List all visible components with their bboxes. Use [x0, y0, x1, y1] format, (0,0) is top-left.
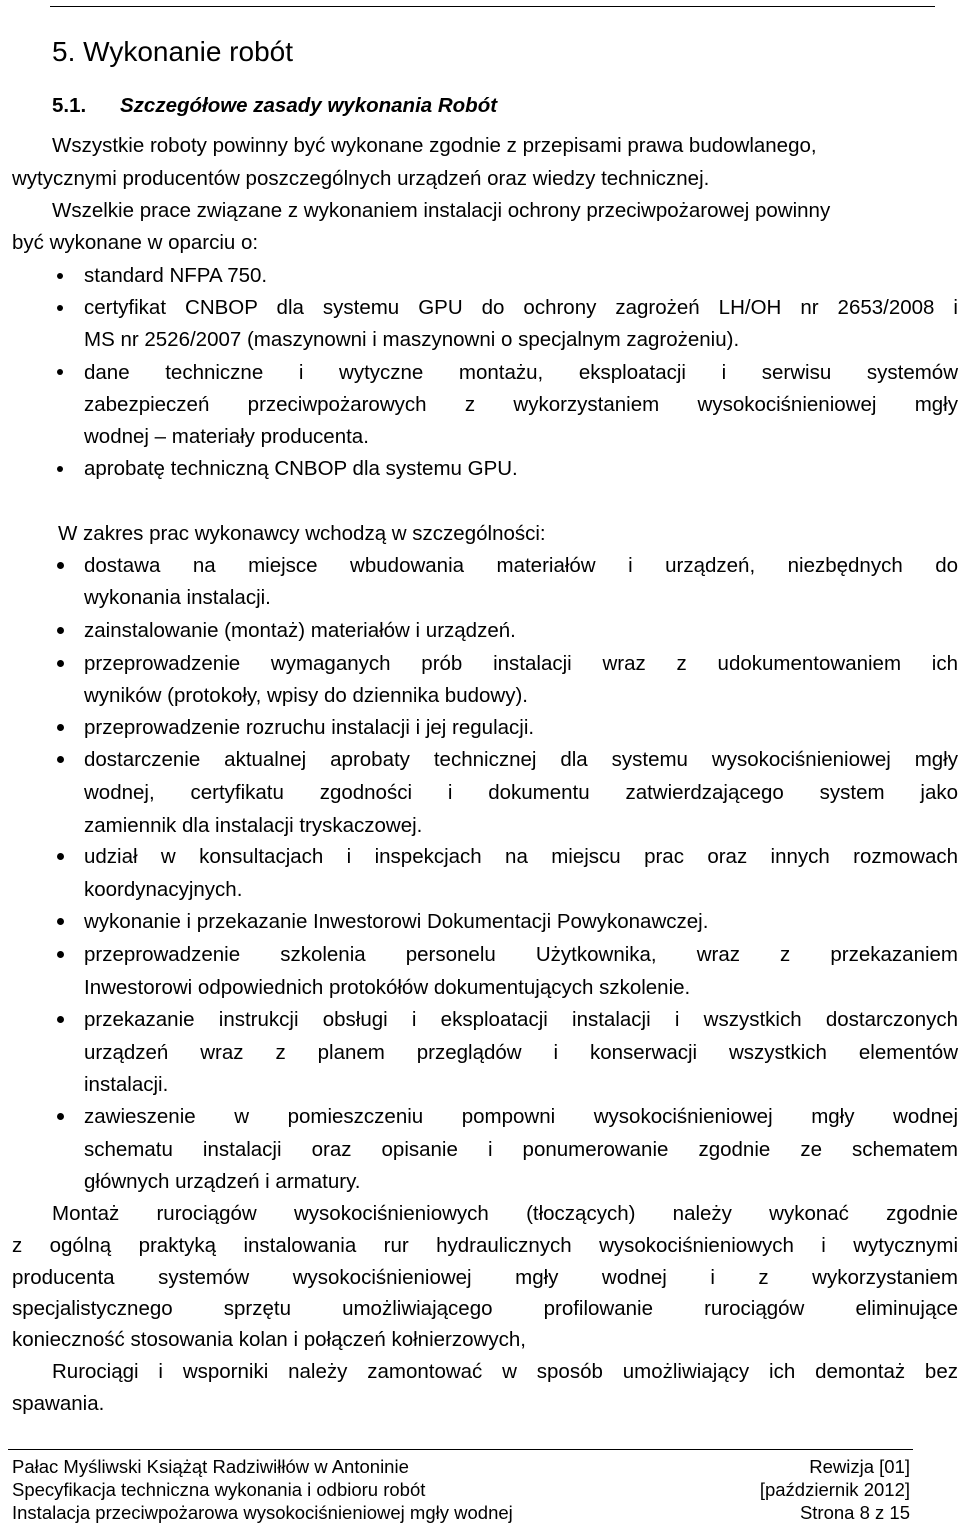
- list-item-cont: wodnej – materiały producenta.: [84, 425, 369, 448]
- paragraph-line: Rurociągi i wsporniki należy zamontować w sposób umożliwiający ich demontaż bez: [52, 1360, 958, 1383]
- list-item-cont: schematu instalacji oraz opisanie i ponumerowanie zgodnie ze schematem: [84, 1138, 958, 1161]
- intro-line: być wykonane w oparciu o:: [12, 231, 259, 254]
- list-item-cont: instalacji.: [84, 1073, 169, 1096]
- top-rule: [50, 6, 935, 7]
- footer-page-number: Strona 8 z 15: [799, 1502, 910, 1523]
- list-item: aprobatę techniczną CNBOP dla systemu GPU.: [84, 457, 518, 480]
- subsection-title: Szczegółowe zasady wykonania Robót: [120, 94, 498, 117]
- list-item-cont: głównych urządzeń i armatury.: [84, 1170, 361, 1193]
- list-item-cont: wykonania instalacji.: [84, 586, 271, 609]
- list-item: przeprowadzenie wymaganych prób instalacji wraz z udokumentowaniem ich: [84, 652, 958, 675]
- footer-installation: Instalacja przeciwpożarowa wysokociśnieniowej mgły wodnej: [12, 1502, 513, 1523]
- list-item: dostarczenie aktualnej aprobaty technicznej dla systemu wysokociśnieniowej mgły: [84, 748, 958, 771]
- paragraph-line: Montaż rurociągów wysokociśnieniowych (tłoczących) należy wykonać zgodnie: [52, 1202, 958, 1225]
- list-item: dostawa na miejsce wbudowania materiałów i urządzeń, niezbędnych do: [84, 554, 958, 577]
- list-item-cont: urządzeń wraz z planem przeglądów i konserwacji wszystkich elementów: [84, 1041, 958, 1064]
- footer-date: [październik 2012]: [759, 1479, 910, 1500]
- list-item: wykonanie i przekazanie Inwestorowi Dokumentacji Powykonawczej.: [84, 910, 709, 933]
- bullet-icon: [57, 369, 63, 375]
- footer-project: Pałac Myśliwski Książąt Radziwiłłów w Antoninie: [12, 1456, 409, 1477]
- list-item-cont: MS nr 2526/2007 (maszynowni i maszynowni o specjalnym zagrożeniu).: [84, 328, 740, 351]
- bullet-icon: [57, 466, 63, 472]
- intro-line: Wszystkie roboty powinny być wykonane zgodnie z przepisami prawa budowlanego,: [52, 134, 817, 157]
- list-item: przeprowadzenie rozruchu instalacji i jej regulacji.: [84, 716, 535, 739]
- bullet-icon: [57, 627, 64, 634]
- list-item-cont: zabezpieczeń przeciwpożarowych z wykorzystaniem wysokociśnieniowej mgły: [84, 393, 958, 416]
- list-item-cont: wodnej, certyfikatu zgodności i dokumentu zatwierdzającego system jako: [84, 781, 958, 804]
- intro-line: Wszelkie prace związane z wykonaniem instalacji ochrony przeciwpożarowej powinny: [52, 199, 831, 222]
- list-item-cont: wyników (protokoły, wpisy do dziennika budowy).: [84, 684, 528, 707]
- footer-spec: Specyfikacja techniczna wykonania i odbioru robót: [12, 1479, 426, 1500]
- list-item: przeprowadzenie szkolenia personelu Użytkownika, wraz z przekazaniem: [84, 943, 958, 966]
- section-heading: 5. Wykonanie robót: [52, 36, 293, 67]
- paragraph-line: spawania.: [12, 1392, 105, 1415]
- list-item: przekazanie instrukcji obsługi i eksploatacji instalacji i wszystkich dostarczonych: [84, 1008, 958, 1031]
- bullet-icon: [57, 756, 64, 763]
- paragraph-line: konieczność stosowania kolan i połączeń kołnierzowych,: [12, 1328, 526, 1351]
- list-item-cont: zamiennik dla instalacji tryskaczowej.: [84, 814, 423, 837]
- bullet-icon: [57, 273, 63, 279]
- list-item: certyfikat CNBOP dla systemu GPU do ochrony zagrożeń LH/OH nr 2653/2008 i: [84, 296, 958, 319]
- paragraph-line: specjalistycznego sprzętu umożliwiającego profilowanie rurociągów eliminujące: [12, 1297, 958, 1320]
- bullet-icon: [57, 305, 63, 311]
- paragraph-line: producenta systemów wysokociśnieniowej mgły wodnej i z wykorzystaniem: [12, 1266, 958, 1289]
- list-item-cont: Inwestorowi odpowiednich protokółów dokumentujących szkolenie.: [84, 976, 691, 999]
- bullet-icon: [57, 660, 64, 667]
- bullet-icon: [57, 951, 64, 958]
- paragraph-line: z ogólną praktyką instalowania rur hydraulicznych wysokociśnieniowych i wytycznymi: [12, 1234, 958, 1257]
- list-item: zawieszenie w pomieszczeniu pompowni wysokociśnieniowej mgły wodnej: [84, 1105, 958, 1128]
- scope-intro: W zakres prac wykonawcy wchodzą w szczególności:: [58, 522, 546, 545]
- bullet-icon: [57, 1016, 64, 1023]
- list-item: standard NFPA 750.: [84, 264, 268, 287]
- list-item: udział w konsultacjach i inspekcjach na miejscu prac oraz innych rozmowach: [84, 845, 958, 868]
- bullet-icon: [57, 1113, 64, 1120]
- bullet-icon: [57, 724, 64, 731]
- list-item: zainstalowanie (montaż) materiałów i urządzeń.: [84, 619, 516, 642]
- footer-revision: Rewizja [01]: [809, 1456, 910, 1477]
- bullet-icon: [57, 562, 64, 569]
- bullet-icon: [57, 853, 64, 860]
- intro-line: wytycznymi producentów poszczególnych urządzeń oraz wiedzy technicznej.: [12, 167, 710, 190]
- footer-rule: [8, 1449, 913, 1450]
- list-item-cont: koordynacyjnych.: [84, 878, 243, 901]
- bullet-icon: [57, 918, 64, 925]
- subsection-number: 5.1.: [52, 94, 87, 117]
- list-item: dane techniczne i wytyczne montażu, eksploatacji i serwisu systemów: [84, 361, 958, 384]
